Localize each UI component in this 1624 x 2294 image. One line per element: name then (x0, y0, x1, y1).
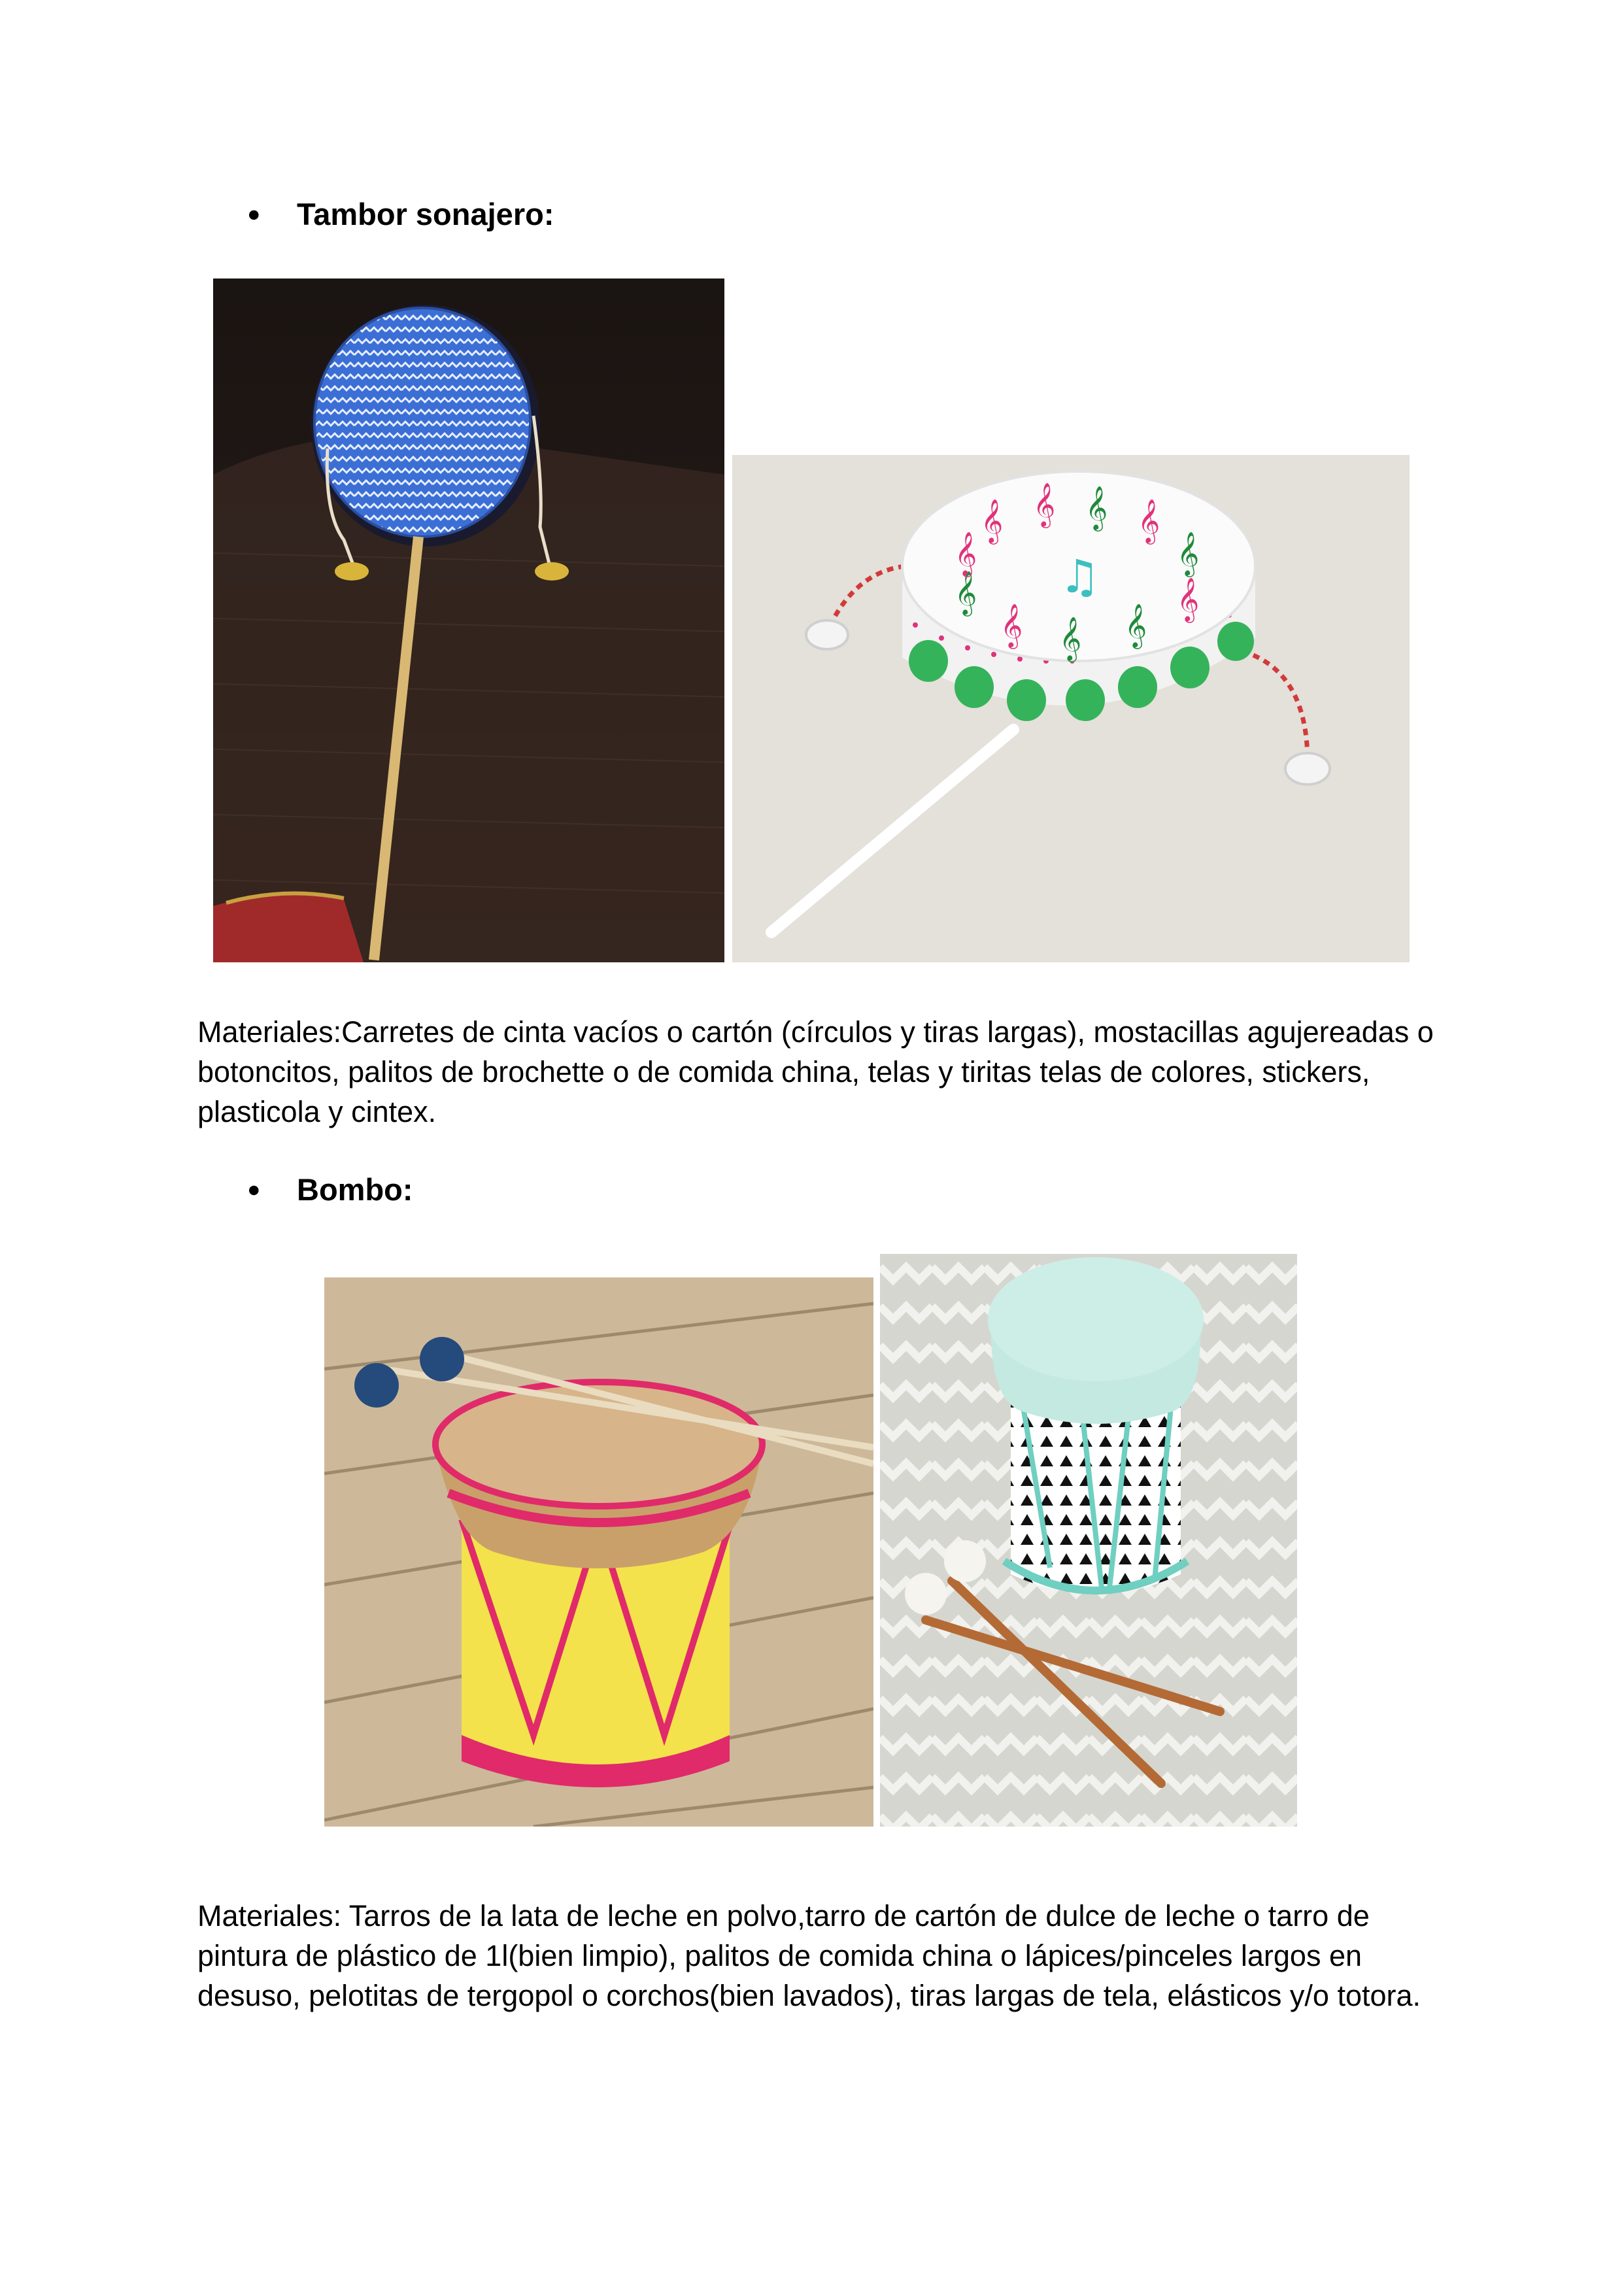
svg-text:𝄞: 𝄞 (1033, 482, 1056, 526)
svg-text:♫: ♫ (1059, 550, 1100, 603)
svg-text:𝄞: 𝄞 (955, 570, 977, 615)
bullet-icon: ● (247, 201, 261, 227)
svg-text:𝄞: 𝄞 (1085, 485, 1108, 530)
materials-paragraph-bombo: Materiales: Tarros de la lata de leche en polvo,tarro de cartón de dulce de leche o tarro de pintura de plástico de 1l(bien limpio), palitos de comida china o lápices/pinceles largos en desuso, pelotitas de tergopol o corchos(bien lavados), tiras largas de tela, elásticos y/o totora. (197, 1899, 1421, 2012)
svg-text:𝄞: 𝄞 (955, 531, 977, 575)
photo-bombo-yellow (324, 1277, 873, 1827)
photo-tambor-white (732, 455, 1410, 962)
heading-text: Bombo: (297, 1172, 413, 1207)
yellow-bass-drum-with-mallets-photo (324, 1277, 873, 1827)
svg-text:𝄞: 𝄞 (1059, 616, 1082, 660)
materials-paragraph-tambor: Materiales:Carretes de cinta vacíos o cartón (círculos y tiras largas), mostacillas agujereadas o botoncitos, palitos de brochette o de comida china, telas y tiritas telas de colores, stickers, plasticola y cintex. (197, 1015, 1434, 1128)
photo-bombo-mint (880, 1254, 1297, 1827)
photo-tambor-blue (213, 278, 724, 962)
mint-tin-drum-with-sticks-photo (880, 1254, 1297, 1827)
blue-paper-rattle-drum-photo (213, 278, 724, 962)
svg-text:𝄞: 𝄞 (1125, 603, 1147, 647)
svg-text:𝄞: 𝄞 (1177, 577, 1200, 621)
bullet-icon: ● (247, 1177, 261, 1202)
svg-text:𝄞: 𝄞 (1138, 498, 1160, 543)
white-music-note-rattle-drum-photo (732, 455, 1410, 962)
svg-text:𝄞: 𝄞 (981, 498, 1004, 543)
heading-text: Tambor sonajero: (297, 197, 554, 231)
svg-text:𝄞: 𝄞 (1000, 603, 1023, 647)
svg-text:𝄞: 𝄞 (1177, 531, 1200, 575)
